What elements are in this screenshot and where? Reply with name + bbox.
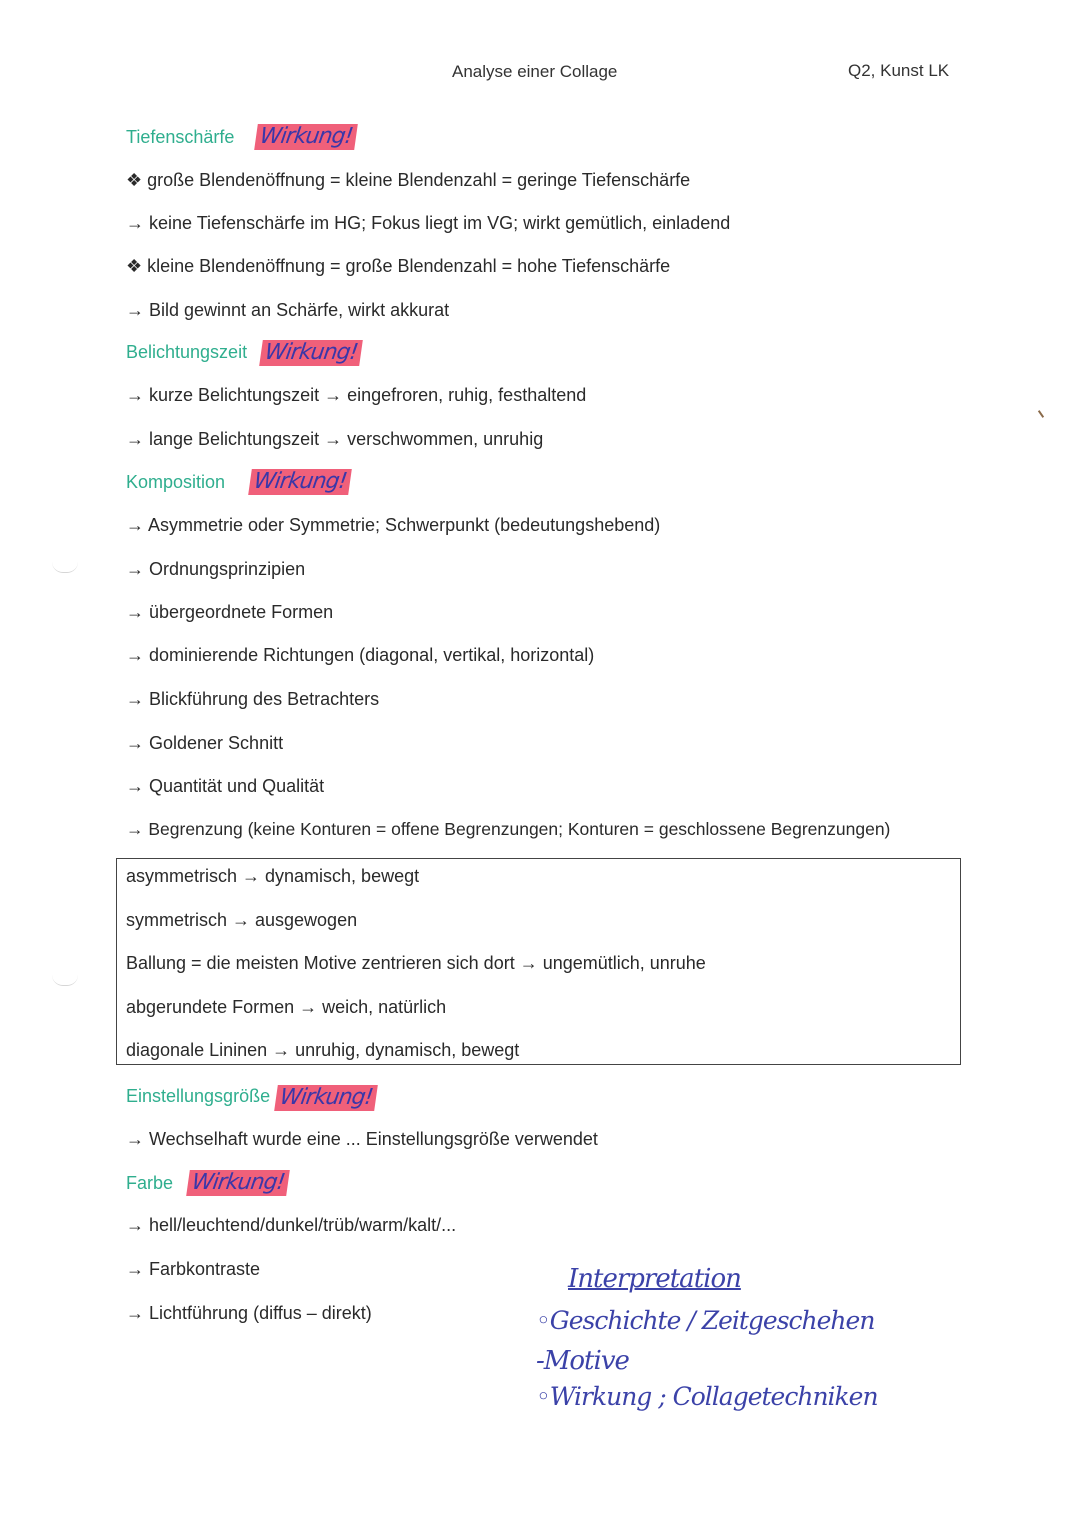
text-line: → Blickführung des Betrachters [126, 689, 380, 709]
handwritten-line: -Motive [536, 1346, 629, 1376]
text-line: → übergeordnete Formen [126, 602, 334, 622]
document-title: Analyse einer Collage [452, 62, 618, 81]
box-line: abgerundete Formen → weich, natürlich [126, 997, 447, 1017]
heading-farbe: Farbe [126, 1173, 174, 1193]
wirkung-tag: Wirkung! [259, 340, 363, 366]
text-line: → lange Belichtungszeit → verschwommen, unruhig [126, 429, 544, 449]
text-line: → Goldener Schnitt [126, 733, 284, 753]
text-line: → keine Tiefenschärfe im HG; Fokus liegt im VG; wirkt gemütlich, einladend [126, 213, 731, 233]
handwritten-line: ◦Wirkung ; Collagetechniken [536, 1382, 878, 1411]
scan-mark [52, 562, 78, 573]
wirkung-tag: Wirkung! [248, 469, 352, 495]
text-line: → Quantität und Qualität [126, 776, 325, 796]
text-line: → Farbkontraste [126, 1259, 261, 1279]
text-line: ❖ kleine Blendenöffnung = große Blendenzahl = hohe Tiefenschärfe [126, 256, 671, 276]
text-line: → Bild gewinnt an Schärfe, wirkt akkurat [126, 300, 450, 320]
text-line: → Asymmetrie oder Symmetrie; Schwerpunkt (bedeutungshebend) [126, 515, 661, 535]
scan-mark [52, 975, 78, 986]
box-line: diagonale Lininen → unruhig, dynamisch, bewegt [126, 1040, 520, 1060]
heading-belichtungszeit: Belichtungszeit [126, 342, 248, 362]
course-label: Q2, Kunst LK [848, 61, 950, 80]
scan-mark [1038, 410, 1044, 418]
heading-tiefenschaerfe: Tiefenschärfe [126, 127, 235, 147]
text-line: → kurze Belichtungszeit → eingefroren, ruhig, festhaltend [126, 385, 587, 405]
text-line: → dominierende Richtungen (diagonal, vertikal, horizontal) [126, 645, 595, 665]
heading-einstellungsgroesse: Einstellungsgröße [126, 1086, 271, 1106]
handwritten-title: Interpretation [568, 1264, 741, 1294]
text-line: → hell/leuchtend/dunkel/trüb/warm/kalt/... [126, 1215, 457, 1235]
handwritten-line: ◦Geschichte / Zeitgeschehen [536, 1306, 875, 1335]
text-line: → Begrenzung (keine Konturen = offene Begrenzungen; Konturen = geschlossene Begrenzungen) [126, 819, 891, 839]
text-line: → Ordnungsprinzipien [126, 559, 306, 579]
wirkung-tag: Wirkung! [254, 124, 358, 150]
wirkung-tag: Wirkung! [274, 1085, 378, 1111]
heading-komposition: Komposition [126, 472, 226, 492]
text-line: ❖ große Blendenöffnung = kleine Blendenzahl = geringe Tiefenschärfe [126, 170, 691, 190]
box-line: asymmetrisch → dynamisch, bewegt [126, 866, 420, 886]
box-line: symmetrisch → ausgewogen [126, 910, 358, 930]
text-line: → Wechselhaft wurde eine ... Einstellungsgröße verwendet [126, 1129, 598, 1149]
wirkung-tag: Wirkung! [186, 1170, 290, 1196]
box-line: Ballung = die meisten Motive zentrieren sich dort → ungemütlich, unruhe [126, 953, 706, 973]
text-line: → Lichtführung (diffus – direkt) [126, 1303, 372, 1323]
